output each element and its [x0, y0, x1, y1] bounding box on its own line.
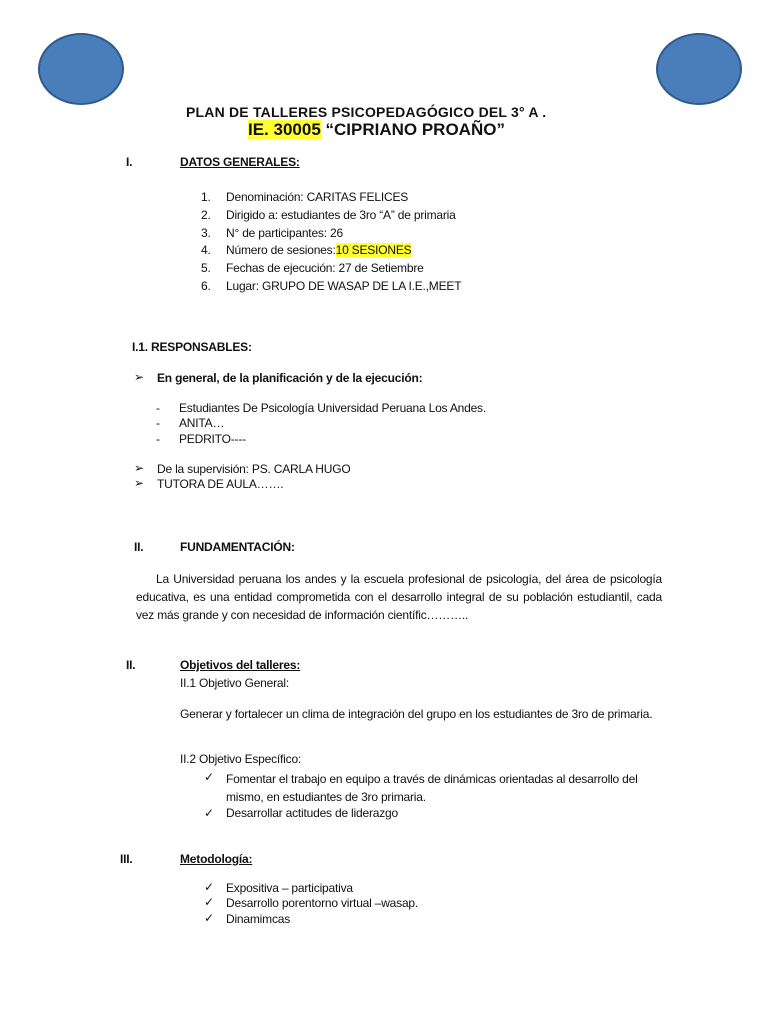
responsable-member: PEDRITO----: [179, 432, 246, 446]
section-1-title: DATOS GENERALES:: [180, 155, 300, 169]
arrow-bullet-icon: ➢: [134, 476, 144, 490]
dash-bullet: -: [156, 416, 160, 430]
check-icon: ✓: [204, 895, 214, 909]
check-icon: ✓: [204, 806, 214, 820]
metodologia-item: Desarrollo porentorno virtual –wasap.: [226, 896, 419, 910]
tutora-text: TUTORA DE AULA…….: [157, 477, 284, 491]
general-responsables-title: En general, de la planificación y de la ejecución:: [157, 371, 423, 385]
arrow-bullet-icon: ➢: [134, 461, 144, 475]
datos-item-number: 6.: [201, 279, 211, 293]
section-1-number: I.: [126, 155, 133, 169]
objetivo-general-label: II.1 Objetivo General:: [180, 676, 289, 690]
datos-item-number: 5.: [201, 261, 211, 275]
plan-title: PLAN DE TALLERES PSICOPEDAGÓGICO DEL 3° A .: [186, 104, 547, 120]
fundamentacion-text: La Universidad peruana los andes y la escuela profesional de psicología, del área de psicología educativa, es una entidad comprometida con el desarrollo integral de su población estudiantil, cada vez más grande y con necesidad de información científic………..: [136, 572, 662, 622]
metodologia-item: Expositiva – participativa: [226, 881, 353, 895]
responsable-member: ANITA…: [179, 416, 225, 430]
datos-item: Dirigido a: estudiantes de 3ro “A” de primaria: [226, 208, 456, 222]
datos-item: Lugar: GRUPO DE WASAP DE LA I.E.,MEET: [226, 279, 462, 293]
datos-item-number: 1.: [201, 190, 211, 204]
objetivo-especifico-item: Desarrollar actitudes de liderazgo: [226, 806, 398, 820]
responsable-member: Estudiantes De Psicología Universidad Peruana Los Andes.: [179, 401, 486, 415]
arrow-bullet-icon: ➢: [134, 370, 144, 384]
datos-item: N° de participantes: 26: [226, 226, 343, 240]
supervision-text: De la supervisión: PS. CARLA HUGO: [157, 462, 351, 476]
section-2-number: II.: [134, 540, 144, 554]
datos-item: [226, 243, 411, 257]
responsables-title: I.1. RESPONSABLES:: [132, 340, 252, 354]
dash-bullet: -: [156, 401, 160, 415]
objetivos-number: II.: [126, 658, 136, 672]
datos-item: Denominación: CARITAS FELICES: [226, 190, 409, 204]
check-icon: ✓: [204, 911, 214, 925]
datos-item-number: 2.: [201, 208, 211, 222]
datos-item: Fechas de ejecución: 27 de Setiembre: [226, 261, 424, 275]
sesiones-highlight: 10 SESIONES: [335, 243, 412, 257]
right-logo-circle: [656, 33, 742, 105]
sesiones-label: Número de sesiones:: [226, 243, 336, 257]
check-icon: ✓: [204, 770, 214, 784]
metodologia-item: Dinamimcas: [226, 912, 291, 926]
fundamentacion-title: FUNDAMENTACIÓN:: [180, 540, 295, 554]
check-icon: ✓: [204, 880, 214, 894]
objetivo-especifico-item: Fomentar el trabajo en equipo a través de dinámicas orientadas al desarrollo del mismo, en estudiantes de 3ro primaria.: [226, 772, 638, 804]
objetivos-title: Objetivos del talleres:: [180, 658, 301, 672]
metodologia-title: Metodología:: [180, 852, 253, 866]
dash-bullet: -: [156, 432, 160, 446]
datos-item-number: 3.: [201, 226, 211, 240]
objetivo-general-text: Generar y fortalecer un clima de integración del grupo en los estudiantes de 3ro de primaria.: [180, 707, 653, 721]
school-code: IE. 30005: [248, 120, 321, 139]
section-3-number: III.: [120, 852, 133, 866]
left-logo-circle: [38, 33, 124, 105]
datos-item-number: 4.: [201, 243, 211, 257]
school-title: [248, 120, 505, 140]
objetivo-especifico-label: II.2 Objetivo Específico:: [180, 752, 302, 766]
school-name: “CIPRIANO PROAÑO”: [320, 120, 505, 139]
